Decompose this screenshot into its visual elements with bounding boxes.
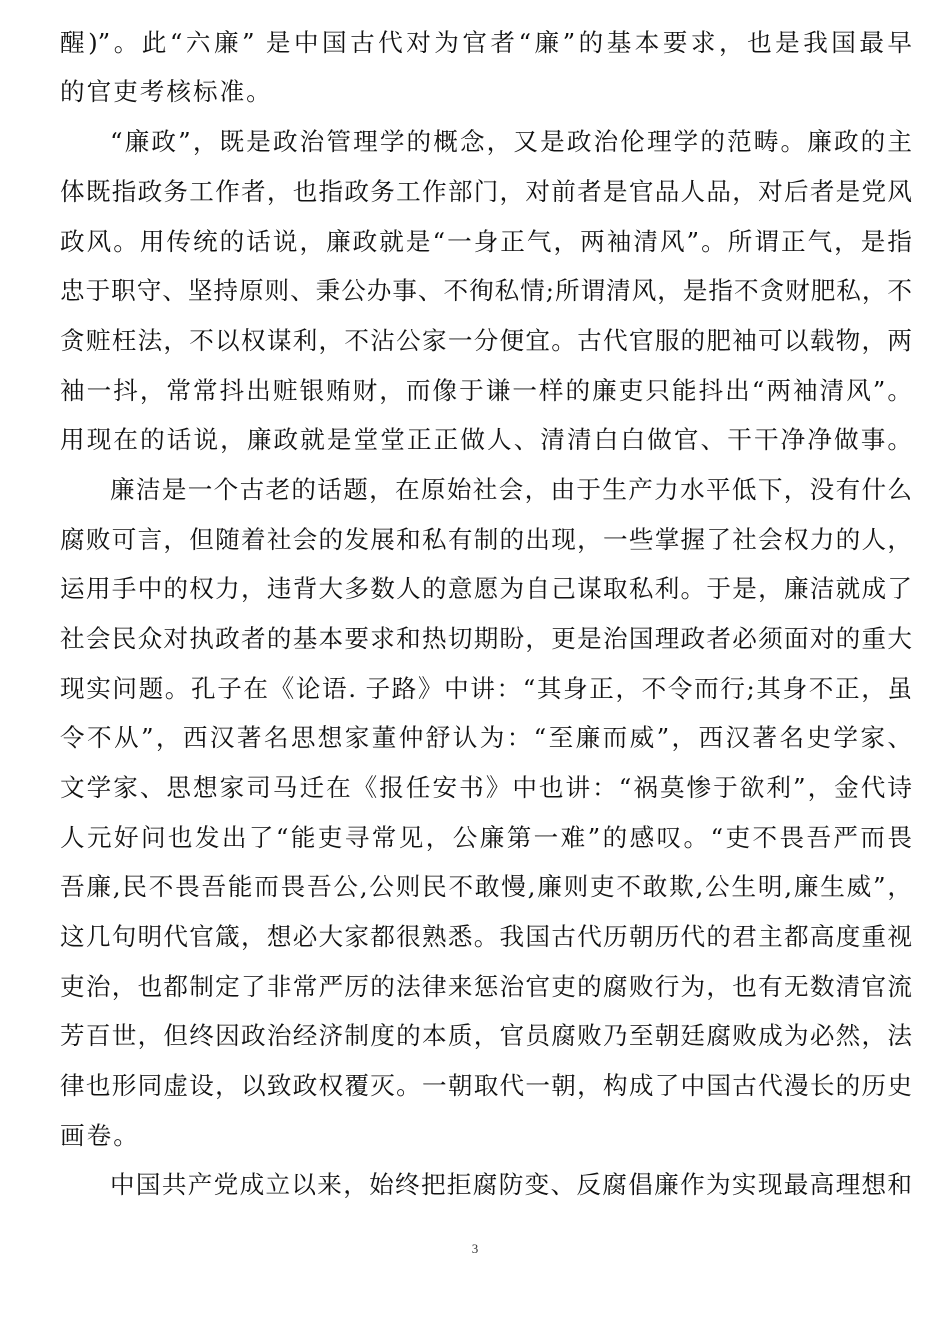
text-line: 吏治，也都制定了非常严厉的法律来惩治官吏的腐败行为，也有无数清官流 [60,972,912,1001]
text-line: 现实问题。孔子在《论语. 子路》中讲：“其身正，不令而行;其身不正，虽 [60,674,912,703]
text-line: 芳百世，但终因政治经济制度的本质，官员腐败乃至朝廷腐败成为必然，法 [60,1021,912,1050]
text-line: 的官吏考核标准。 [60,77,273,106]
text-line: 政风。用传统的话说，廉政就是“一身正气，两袖清风”。所谓正气，是指 [60,227,912,256]
paragraph-first-line: 中国共产党成立以来，始终把拒腐防变、反腐倡廉作为实现最高理想和 [110,1170,912,1199]
text-line: 人元好问也发出了“能吏寻常见，公廉第一难”的感叹。“吏不畏吾严而畏 [60,823,912,852]
text-line: 忠于职守、坚持原则、秉公办事、不徇私情;所谓清风，是指不贪财肥私，不 [60,276,912,305]
text-line: 体既指政务工作者，也指政务工作部门，对前者是官品人品，对后者是党风 [60,177,912,206]
paragraph-first-line: “廉政”，既是政治管理学的概念，又是政治伦理学的范畴。廉政的主 [110,127,912,156]
text-line: 令不从”，西汉著名思想家董仲舒认为：“至廉而威”，西汉著名史学家、 [60,723,912,752]
text-line: 贪赃枉法，不以权谋利，不沾公家一分便宜。古代官服的肥袖可以载物，两 [60,326,912,355]
text-line: 律也形同虚设，以致政权覆灭。一朝取代一朝，构成了中国古代漫长的历史 [60,1071,912,1100]
paragraph-first-line: 廉洁是一个古老的话题，在原始社会，由于生产力水平低下，没有什么 [110,475,912,504]
page-number: 3 [471,1241,479,1256]
text-line: 画卷。 [60,1121,140,1150]
text-line: 这几句明代官箴，想必大家都很熟悉。我国古代历朝历代的君主都高度重视 [60,922,912,951]
text-line: 文学家、思想家司马迁在《报任安书》中也讲：“祸莫惨于欲利”，金代诗 [60,773,912,802]
text-line: 用现在的话说，廉政就是堂堂正正做人、清清白白做官、干干净净做事。 [60,425,912,454]
text-line: 醒)”。此“六廉” 是中国古代对为官者“廉”的基本要求，也是我国最早 [60,28,912,57]
text-line: 袖一抖，常常抖出赃银贿财，而像于谦一样的廉吏只能抖出“两袖清风”。 [60,376,912,405]
text-line: 腐败可言，但随着社会的发展和私有制的出现，一些掌握了社会权力的人， [60,525,912,554]
text-line: 吾廉,民不畏吾能而畏吾公,公则民不敢慢,廉则吏不敢欺,公生明,廉生威”， [60,872,912,901]
text-line: 社会民众对执政者的基本要求和热切期盼，更是治国理政者必须面对的重大 [60,624,912,653]
text-line: 运用手中的权力，违背大多数人的意愿为自己谋取私利。于是，廉洁就成了 [60,574,912,603]
